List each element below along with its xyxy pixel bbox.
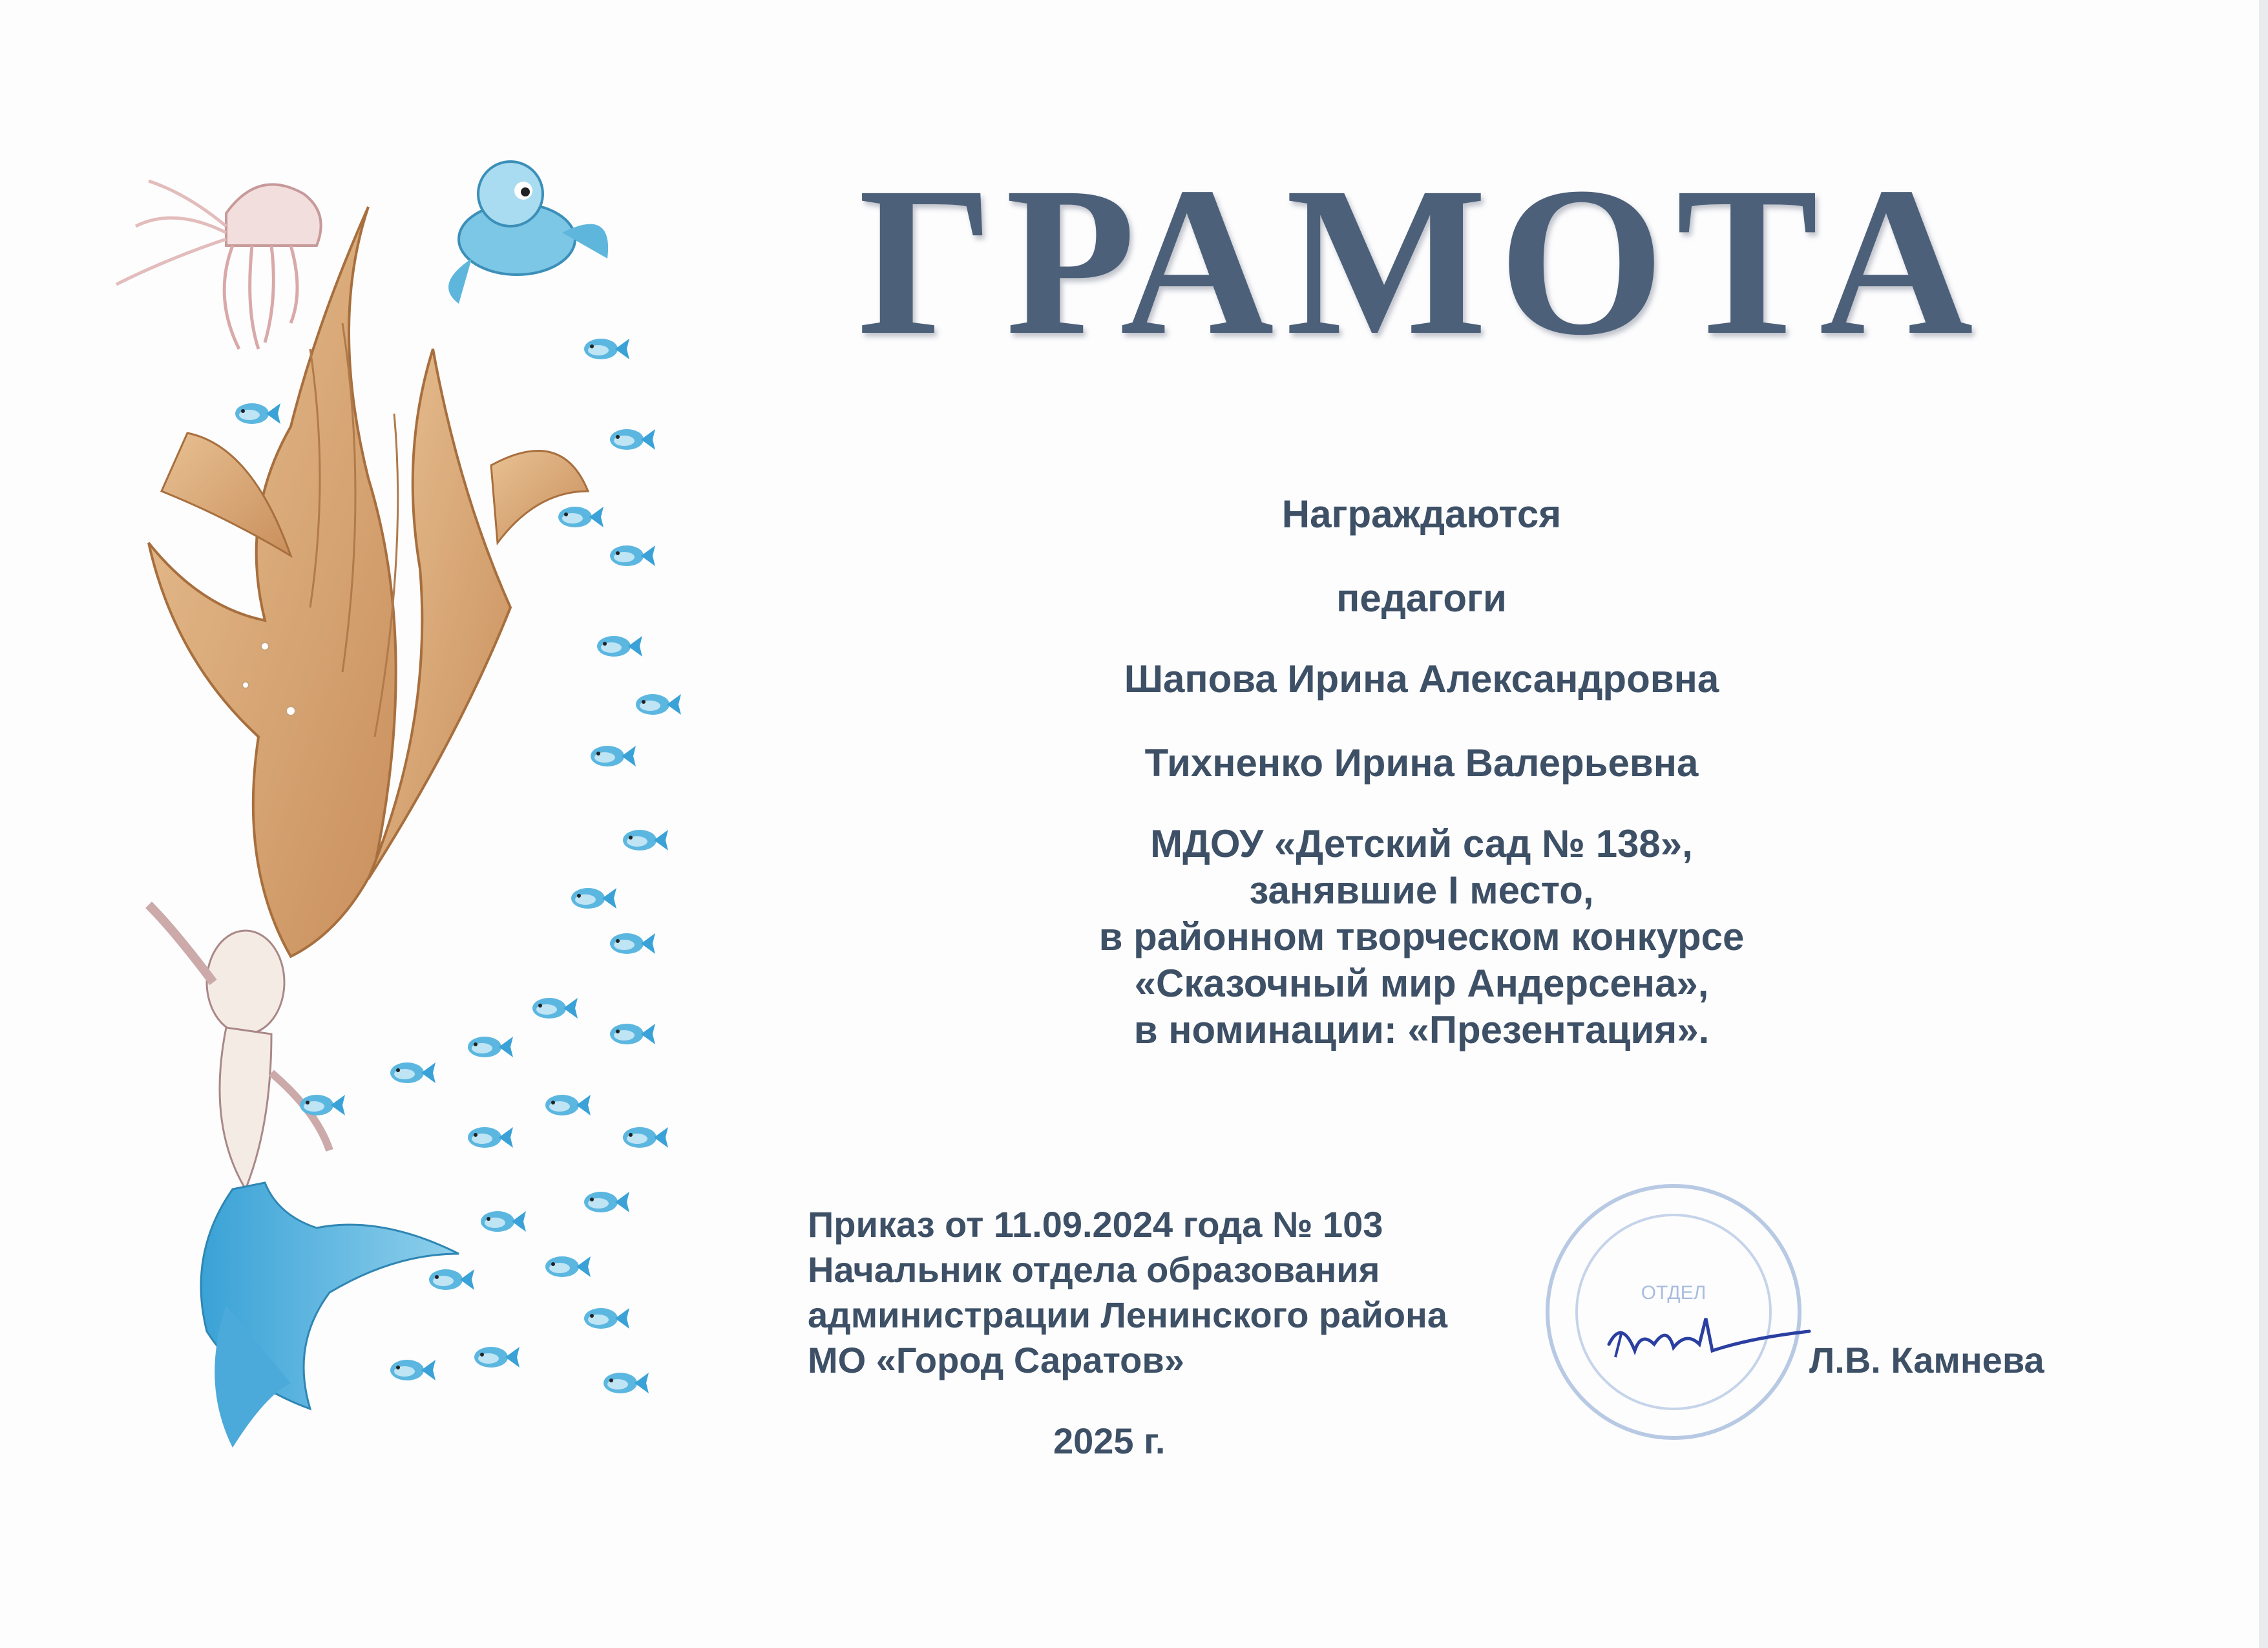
position-line-1: Начальник отдела образования [808, 1249, 1380, 1290]
order-block [808, 1202, 1518, 1383]
contest-name-line: «Сказочный мир Андерсена», [1134, 962, 1709, 1005]
jellyfish-figure [116, 181, 321, 349]
institution-line: МДОУ «Детский сад № 138», [1150, 822, 1693, 865]
mermaid-illustration [97, 155, 691, 1564]
signature [1596, 1293, 1829, 1383]
stamp-text: ОТДЕЛ [1641, 1282, 1706, 1304]
award-details [969, 821, 1874, 1053]
page-edge [2259, 0, 2268, 1648]
awardee-2: Тихненко Ирина Валерьевна [1144, 741, 1699, 785]
contest-line: в районном творческом конкурсе [1098, 915, 1745, 958]
hair-figure [149, 207, 588, 956]
position-line-2: администрации Ленинского района [808, 1294, 1448, 1335]
certificate-title: ГРАМОТА [858, 143, 1985, 379]
award-role: педагоги [1336, 576, 1507, 620]
turtle-figure [448, 162, 608, 304]
order-line: Приказ от 11.09.2024 года № 103 [808, 1204, 1383, 1245]
signer-name: Л.В. Камнева [1809, 1340, 2044, 1380]
position-line-3: МО «Город Саратов» [808, 1340, 1184, 1380]
place-line: занявшие I место, [1249, 869, 1594, 912]
nomination-line: в номинации: «Презентация». [1133, 1008, 1710, 1051]
awardee-1: Шапова Ирина Александровна [1124, 657, 1719, 701]
year-text: 2025 г. [1053, 1421, 1166, 1461]
award-awarded: Награждаются [1281, 492, 1562, 536]
